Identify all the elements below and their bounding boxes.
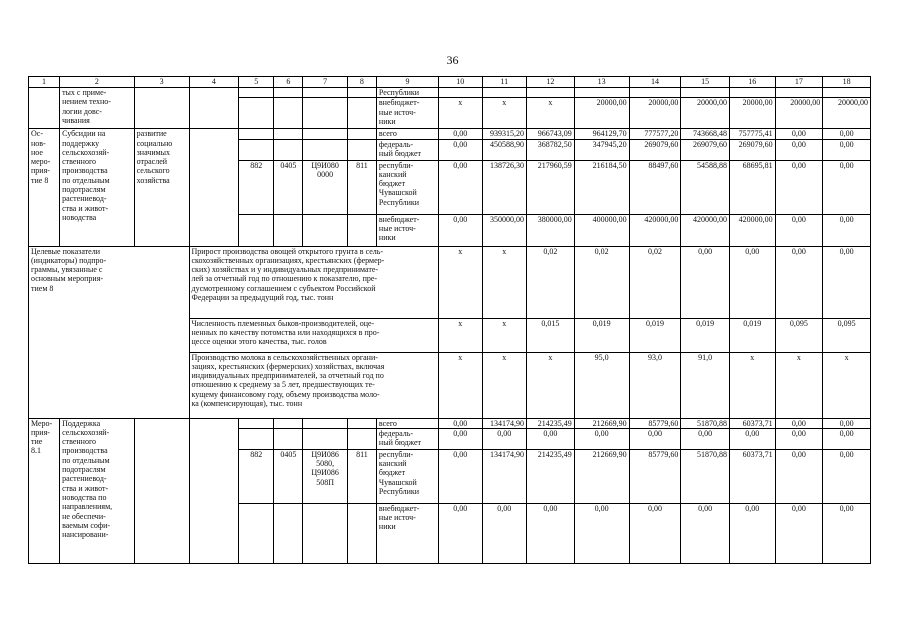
value-cell: 214235,49 (527, 449, 575, 503)
value-cell: 91,0 (681, 352, 730, 418)
value-cell: 0,00 (574, 503, 629, 563)
value-cell: 0,00 (823, 246, 871, 318)
value-cell: 0,00 (439, 139, 482, 160)
value-cell: 51870,88 (681, 449, 730, 503)
value-cell: 0,00 (775, 428, 823, 449)
value-cell: 939315,20 (482, 129, 527, 139)
value-cell: 0,00 (439, 418, 482, 428)
value-cell: 368782,50 (527, 139, 575, 160)
value-cell: 20000,00 (629, 98, 681, 129)
value-cell: 450588,90 (482, 139, 527, 160)
value-cell: 743668,48 (681, 129, 730, 139)
value-cell: 0,00 (775, 449, 823, 503)
value-cell: 0,02 (527, 246, 575, 318)
page-number: 36 (446, 53, 459, 67)
value-cell: 217960,59 (527, 160, 575, 214)
funding-source: внебюджет- ные источ- ники (376, 98, 438, 129)
value-cell: 51870,88 (681, 418, 730, 428)
value-cell: 966743,09 (527, 129, 575, 139)
column-number-row (29, 77, 871, 88)
event-number: Меро- прия- тие 8.1 (29, 418, 60, 563)
col-header: 13 (574, 77, 629, 88)
col-header: 10 (439, 77, 482, 88)
value-cell: 0,00 (439, 428, 482, 449)
target-article-code: Ц9И086 5080, Ц9И086 508П (303, 449, 348, 503)
value-cell: 0,00 (730, 246, 776, 318)
value-cell: 0,00 (482, 428, 527, 449)
col-header: 15 (681, 77, 730, 88)
value-cell: 0,00 (574, 428, 629, 449)
value-cell: 0,02 (574, 246, 629, 318)
col-header: 5 (239, 77, 274, 88)
value-cell: 0,019 (574, 318, 629, 352)
funding-source: внебюджет- ные источ- ники (376, 214, 438, 246)
table-row (29, 88, 871, 98)
value-cell: 85779,60 (629, 449, 681, 503)
table-row (29, 129, 871, 139)
col-header: 16 (730, 77, 776, 88)
value-cell: х (439, 318, 482, 352)
table-row (29, 246, 871, 318)
col-header: 4 (189, 77, 239, 88)
funding-source: Республики (376, 88, 438, 98)
budget-table (28, 76, 871, 564)
value-cell: 0,00 (730, 428, 776, 449)
value-cell: 212669,90 (574, 418, 629, 428)
funding-source: республи- канский бюджет Чувашской Республики (376, 160, 438, 214)
value-cell: 0,015 (527, 318, 575, 352)
value-cell: 0,00 (775, 160, 823, 214)
col-header: 7 (303, 77, 348, 88)
value-cell: 0,00 (681, 246, 730, 318)
value-cell: 0,00 (775, 503, 823, 563)
value-cell: 20000,00 (775, 98, 823, 129)
value-cell: 0,00 (823, 449, 871, 503)
value-cell: 68695,81 (730, 160, 776, 214)
value-cell: 757775,41 (730, 129, 776, 139)
indicators-label: Целевые показатели (индикаторы) подпро- граммы, увязанные с основным мероприя- тием 8 (29, 246, 190, 418)
expense-type-code: 811 (347, 160, 376, 214)
value-cell: 0,019 (730, 318, 776, 352)
value-cell: 0,00 (823, 214, 871, 246)
value-cell: 420000,00 (681, 214, 730, 246)
value-cell: х (482, 352, 527, 418)
event-number: Ос- нов- ное меро- прия- тие 8 (29, 129, 60, 246)
col-header: 6 (274, 77, 303, 88)
value-cell: 138726,30 (482, 160, 527, 214)
funding-source: федераль- ный бюджет (376, 428, 438, 449)
value-cell: 420000,00 (730, 214, 776, 246)
value-cell: х (527, 98, 575, 129)
value-cell: 60373,71 (730, 449, 776, 503)
value-cell: х (439, 98, 482, 129)
value-cell: 216184,50 (574, 160, 629, 214)
value-cell: х (730, 352, 776, 418)
col-header: 8 (347, 77, 376, 88)
value-cell: 88497,60 (629, 160, 681, 214)
value-cell: 20000,00 (823, 98, 871, 129)
value-cell: 380000,00 (527, 214, 575, 246)
admin-code: 882 (239, 160, 274, 214)
event-goal: развитие социально значимых отраслей сельского хозяйства (134, 129, 189, 246)
value-cell: 0,095 (775, 318, 823, 352)
value-cell: 134174,90 (482, 418, 527, 428)
value-cell: 964129,70 (574, 129, 629, 139)
value-cell: х (482, 318, 527, 352)
section-code: 0405 (274, 449, 303, 503)
funding-source: всего (376, 418, 438, 428)
event-description: Субсидии на поддержку сельскохозяй- ственного производства по отдельным подотраслям растениевод- ства и живот- новодства (60, 129, 135, 246)
value-cell: 0,00 (730, 503, 776, 563)
value-cell: 214235,49 (527, 418, 575, 428)
funding-source: республи- канский бюджет Чувашской Республики (376, 449, 438, 503)
value-cell: х (527, 352, 575, 418)
admin-code: 882 (239, 449, 274, 503)
value-cell: 0,00 (823, 139, 871, 160)
value-cell: 0,00 (527, 428, 575, 449)
value-cell: 0,00 (439, 449, 482, 503)
value-cell: 269079,60 (629, 139, 681, 160)
value-cell: 93,0 (629, 352, 681, 418)
indicator-text: Прирост производства овощей открытого грунта в сель- скохозяйственных организациях, крестьянских (фермер- ских) хозяйствах и у индивидуальных предпринимате- лей за отчетный год по отношению к показателю, пре- дусмотренному соглашением с субъектом Российской Федерации за предыдущий год, тыс. тонн (189, 246, 439, 318)
value-cell: х (823, 352, 871, 418)
value-cell: 60373,71 (730, 418, 776, 428)
col-header: 14 (629, 77, 681, 88)
value-cell: 0,00 (439, 214, 482, 246)
value-cell: 269079,60 (730, 139, 776, 160)
value-cell: 20000,00 (681, 98, 730, 129)
value-cell: х (482, 98, 527, 129)
value-cell: х (439, 352, 482, 418)
value-cell: 0,00 (823, 428, 871, 449)
value-cell: 269079,60 (681, 139, 730, 160)
value-cell: 0,00 (823, 129, 871, 139)
funding-source: федераль- ный бюджет (376, 139, 438, 160)
event-description: тых с приме- нением техно- логии довс- чивания (60, 88, 135, 129)
value-cell: 0,00 (482, 503, 527, 563)
value-cell: 0,00 (775, 246, 823, 318)
table-row (29, 418, 871, 428)
value-cell: 0,00 (629, 503, 681, 563)
value-cell: 0,019 (629, 318, 681, 352)
col-header: 1 (29, 77, 60, 88)
value-cell: 347945,20 (574, 139, 629, 160)
value-cell: 0,00 (629, 428, 681, 449)
value-cell: 20000,00 (730, 98, 776, 129)
value-cell: 0,00 (439, 129, 482, 139)
value-cell: 420000,00 (629, 214, 681, 246)
col-header: 12 (527, 77, 575, 88)
value-cell: 54588,88 (681, 160, 730, 214)
value-cell: 0,00 (681, 428, 730, 449)
col-header: 17 (775, 77, 823, 88)
value-cell: 0,00 (823, 503, 871, 563)
value-cell: 0,00 (823, 160, 871, 214)
value-cell: 0,00 (823, 418, 871, 428)
value-cell: 0,00 (775, 139, 823, 160)
value-cell: х (439, 246, 482, 318)
col-header: 11 (482, 77, 527, 88)
col-header: 2 (60, 77, 135, 88)
value-cell: 85779,60 (629, 418, 681, 428)
value-cell: 20000,00 (574, 98, 629, 129)
col-header: 3 (134, 77, 189, 88)
value-cell: 0,00 (775, 129, 823, 139)
col-header: 9 (376, 77, 438, 88)
section-code: 0405 (274, 160, 303, 214)
value-cell: 0,00 (527, 503, 575, 563)
value-cell: 95,0 (574, 352, 629, 418)
expense-type-code: 811 (347, 449, 376, 503)
value-cell: 134174,90 (482, 449, 527, 503)
value-cell: х (482, 246, 527, 318)
value-cell: 777577,20 (629, 129, 681, 139)
target-article-code: Ц9И080 0000 (303, 160, 348, 214)
value-cell: 0,00 (439, 160, 482, 214)
event-description: Поддержка сельскохозяй- ственного производства по отдельным подотраслям растениевод- ства и живот- новодства по направлениям, не обеспечи- ваемым софи- нансировани- (60, 418, 135, 563)
value-cell: 0,00 (439, 503, 482, 563)
value-cell: 0,00 (681, 503, 730, 563)
indicator-text: Численность племенных быков-производителей, оце- ненных по качеству потомства или находящихся в про- цессе оценки этого качества, тыс. голов (189, 318, 439, 352)
funding-source: внебюджет- ные источ- ники (376, 503, 438, 563)
value-cell: 0,095 (823, 318, 871, 352)
value-cell: 350000,00 (482, 214, 527, 246)
value-cell: 0,00 (775, 418, 823, 428)
funding-source: всего (376, 129, 438, 139)
value-cell: 0,019 (681, 318, 730, 352)
value-cell: 0,00 (775, 214, 823, 246)
value-cell: 212669,90 (574, 449, 629, 503)
value-cell: 0,02 (629, 246, 681, 318)
value-cell: х (775, 352, 823, 418)
indicator-text: Производство молока в сельскохозяйственных органи- зациях, крестьянских (фермерских) хозяйствах, включая индивидуальных предпринимателей, за отчетный год по отношению к среднему за 5 лет, предшествующих те- кущему финансовому году, объему производства моло- ка (компенсирующая), тыс. тонн (189, 352, 439, 418)
col-header: 18 (823, 77, 871, 88)
value-cell: 400000,00 (574, 214, 629, 246)
